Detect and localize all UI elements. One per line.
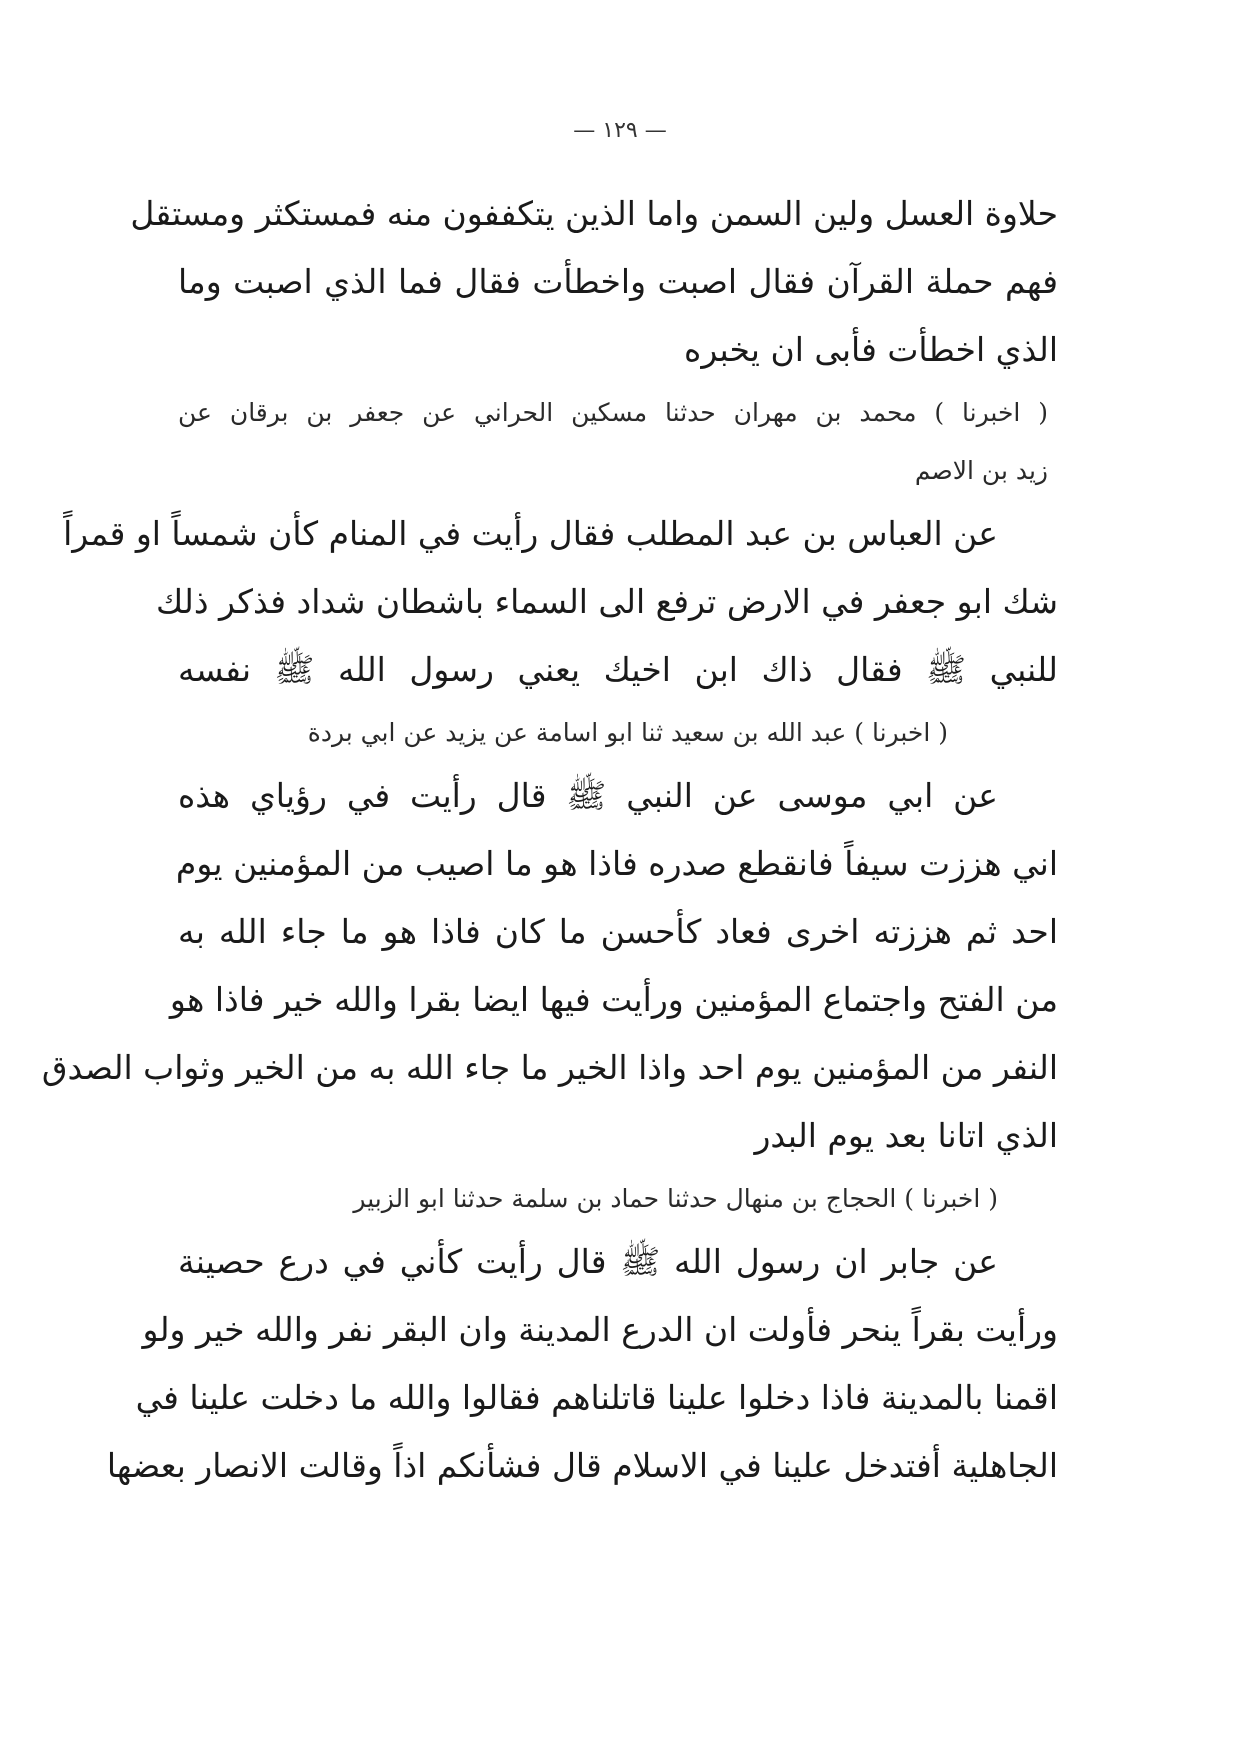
text-line: ورأيت بقراً ينحر فأولت ان الدرع المدينة وان البقر نفر والله خير ولو [142, 1310, 1058, 1349]
isnad-line: ( اخبرنا ) الحجاج بن منهال حدثنا حماد بن سلمة حدثنا ابو الزبير [353, 1184, 998, 1213]
text-line: الذي اتانا بعد يوم البدر [754, 1116, 1058, 1155]
text-line: احد ثم هززته اخرى فعاد كأحسن ما كان فاذا هو ما جاء الله به [178, 912, 1058, 951]
text-line: عن جابر ان رسول الله ﷺ قال رأيت كأني في درع حصينة [178, 1242, 998, 1281]
isnad-line: ( اخبرنا ) محمد بن مهران حدثنا مسكين الحراني عن جعفر بن برقان عن [178, 398, 1048, 427]
isnad-line: ( اخبرنا ) عبد الله بن سعيد ثنا ابو اسامة عن يزيد عن ابي بردة [307, 718, 948, 747]
page-number: — ١٢٩ — [573, 118, 667, 143]
text-line: الذي اخطأت فأبى ان يخبره [684, 330, 1058, 369]
text-line: عن ابي موسى عن النبي ﷺ قال رأيت في رؤياي هذه [178, 776, 998, 815]
text-line: النفر من المؤمنين يوم احد واذا الخير ما جاء الله به من الخير وثواب الصدق [41, 1048, 1058, 1087]
text-line: فهم حملة القرآن فقال اصبت واخطأت فقال فما الذي اصبت وما [178, 262, 1058, 301]
isnad-line: زيد بن الاصم [914, 456, 1048, 485]
text-line: من الفتح واجتماع المؤمنين ورأيت فيها ايضا بقرا والله خير فاذا هو [169, 980, 1058, 1019]
text-line: اني هززت سيفاً فانقطع صدره فاذا هو ما اصيب من المؤمنين يوم [175, 844, 1058, 883]
text-line: اقمنا بالمدينة فاذا دخلوا علينا قاتلناهم فقالوا والله ما دخلت علينا في [135, 1378, 1058, 1417]
text-line: حلاوة العسل ولين السمن واما الذين يتكففون منه فمستكثر ومستقل [130, 194, 1058, 233]
text-line: عن العباس بن عبد المطلب فقال رأيت في المنام كأن شمساً او قمراً [63, 514, 998, 553]
text-line: الجاهلية أفتدخل علينا في الاسلام قال فشأنكم اذاً وقالت الانصار بعضها [106, 1446, 1058, 1485]
text-line: للنبي ﷺ فقال ذاك ابن اخيك يعني رسول الله ﷺ نفسه [178, 650, 1058, 689]
body-text [41, 180, 1058, 1500]
text-line: شك ابو جعفر في الارض ترفع الى السماء باشطان شداد فذكر ذلك [155, 582, 1058, 621]
